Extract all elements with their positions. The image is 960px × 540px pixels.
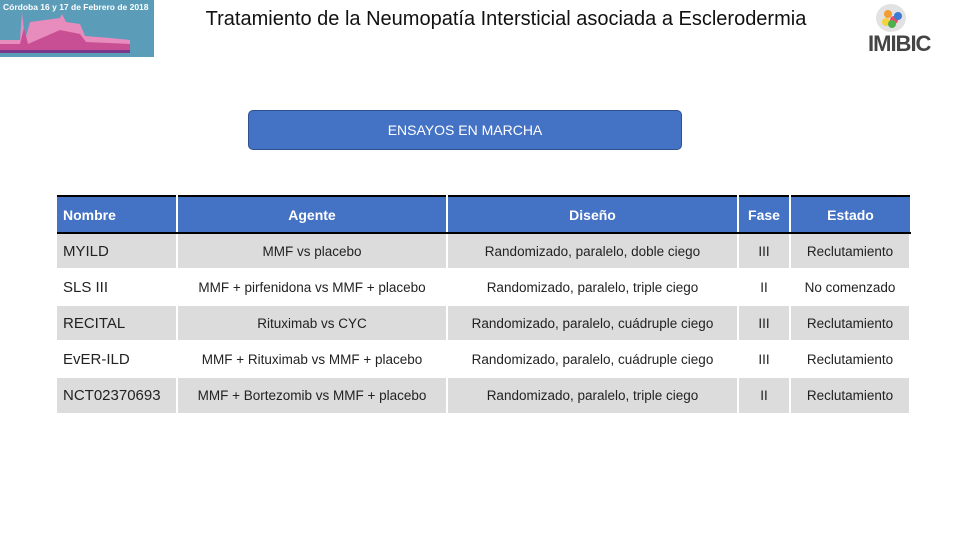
cell-nombre: MYILD bbox=[57, 233, 177, 269]
cell-agente: MMF + Bortezomib vs MMF + placebo bbox=[177, 377, 447, 413]
event-banner-image bbox=[0, 0, 154, 57]
cell-nombre: EvER-ILD bbox=[57, 341, 177, 377]
header-diseno: Diseño bbox=[447, 196, 738, 233]
table-row bbox=[57, 269, 910, 305]
banner-text: Córdoba 16 y 17 de Febrero de 2018 bbox=[3, 2, 149, 12]
cell-estado: Reclutamiento bbox=[790, 377, 910, 413]
slide-title: Tratamiento de la Neumopatía Intersticial asociada a Esclerodermia bbox=[205, 8, 807, 30]
cell-diseno: Randomizado, paralelo, triple ciego bbox=[447, 269, 738, 305]
cell-agente: Rituximab vs CYC bbox=[177, 305, 447, 341]
cell-estado: Reclutamiento bbox=[790, 305, 910, 341]
cell-diseno: Randomizado, paralelo, cuádruple ciego bbox=[447, 341, 738, 377]
cell-agente: MMF + Rituximab vs MMF + placebo bbox=[177, 341, 447, 377]
section-heading: ENSAYOS EN MARCHA bbox=[248, 110, 682, 150]
cell-diseno: Randomizado, paralelo, triple ciego bbox=[447, 377, 738, 413]
cell-agente: MMF vs placebo bbox=[177, 233, 447, 269]
header-fase: Fase bbox=[738, 196, 790, 233]
cell-fase: III bbox=[738, 341, 790, 377]
cell-diseno: Randomizado, paralelo, doble ciego bbox=[447, 233, 738, 269]
cell-fase: III bbox=[738, 305, 790, 341]
header-agente: Agente bbox=[177, 196, 447, 233]
logo-text: IMIBIC bbox=[868, 31, 931, 56]
header-nombre: Nombre bbox=[57, 196, 177, 233]
cell-nombre: SLS III bbox=[57, 269, 177, 305]
header-estado: Estado bbox=[790, 196, 910, 233]
table-row bbox=[57, 377, 910, 413]
cell-fase: II bbox=[738, 377, 790, 413]
cell-estado: Reclutamiento bbox=[790, 233, 910, 269]
trials-table bbox=[57, 195, 911, 413]
table-header-row bbox=[57, 196, 910, 233]
table-row bbox=[57, 233, 910, 269]
cell-agente: MMF + pirfenidona vs MMF + placebo bbox=[177, 269, 447, 305]
cell-fase: III bbox=[738, 233, 790, 269]
cell-diseno: Randomizado, paralelo, cuádruple ciego bbox=[447, 305, 738, 341]
cell-nombre: RECITAL bbox=[57, 305, 177, 341]
imibic-logo bbox=[866, 4, 956, 56]
table-row bbox=[57, 341, 910, 377]
cell-estado: No comenzado bbox=[790, 269, 910, 305]
cell-fase: II bbox=[738, 269, 790, 305]
table-row bbox=[57, 305, 910, 341]
cell-nombre: NCT02370693 bbox=[57, 377, 177, 413]
cell-estado: Reclutamiento bbox=[790, 341, 910, 377]
